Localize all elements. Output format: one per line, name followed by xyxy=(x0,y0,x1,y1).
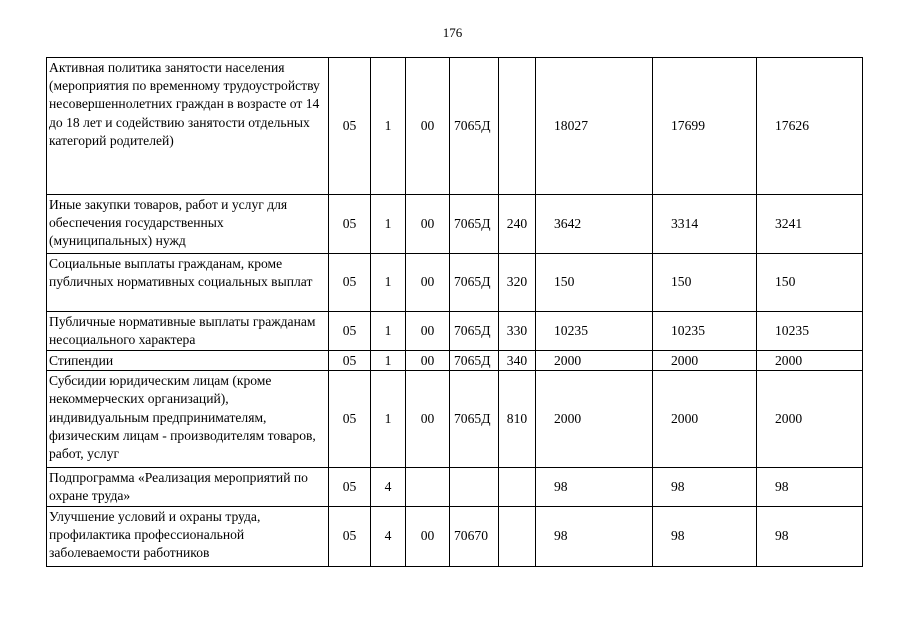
section-code: 05 xyxy=(329,468,371,506)
subsection-code: 1 xyxy=(371,371,406,468)
subsection-code: 1 xyxy=(371,312,406,351)
section-code: 05 xyxy=(329,195,371,254)
program-code: 00 xyxy=(406,371,450,468)
target-article-code: 7065Д xyxy=(450,351,499,371)
expense-type-code: 240 xyxy=(499,195,536,254)
section-code: 05 xyxy=(329,506,371,566)
program-code xyxy=(406,468,450,506)
amount-year-3: 2000 xyxy=(757,371,863,468)
expense-type-code xyxy=(499,58,536,195)
subsection-code: 1 xyxy=(371,254,406,312)
table-row xyxy=(47,58,863,195)
amount-year-3: 2000 xyxy=(757,351,863,371)
table-row xyxy=(47,468,863,506)
amount-year-1: 150 xyxy=(536,254,653,312)
program-code: 00 xyxy=(406,254,450,312)
row-name: Иные закупки товаров, работ и услуг для обеспечения государственных (муниципальных) нужд xyxy=(47,195,329,254)
target-article-code: 7065Д xyxy=(450,371,499,468)
table-row xyxy=(47,371,863,468)
amount-year-2: 10235 xyxy=(653,312,757,351)
subsection-code: 1 xyxy=(371,195,406,254)
target-article-code: 70670 xyxy=(450,506,499,566)
amount-year-3: 3241 xyxy=(757,195,863,254)
section-code: 05 xyxy=(329,312,371,351)
subsection-code: 1 xyxy=(371,351,406,371)
target-article-code: 7065Д xyxy=(450,195,499,254)
amount-year-2: 2000 xyxy=(653,351,757,371)
target-article-code: 7065Д xyxy=(450,58,499,195)
amount-year-3: 10235 xyxy=(757,312,863,351)
amount-year-1: 3642 xyxy=(536,195,653,254)
subsection-code: 4 xyxy=(371,468,406,506)
amount-year-2: 150 xyxy=(653,254,757,312)
amount-year-2: 3314 xyxy=(653,195,757,254)
row-name: Стипендии xyxy=(47,351,329,371)
amount-year-3: 98 xyxy=(757,506,863,566)
table-row xyxy=(47,254,863,312)
table-row xyxy=(47,506,863,566)
page-number: 176 xyxy=(442,25,463,40)
budget-table xyxy=(46,57,863,567)
subsection-code: 4 xyxy=(371,506,406,566)
table-row xyxy=(47,195,863,254)
row-name: Подпрограмма «Реализация мероприятий по охране труда» xyxy=(47,468,329,506)
row-name: Публичные нормативные выплаты гражданам несоциального характера xyxy=(47,312,329,351)
expense-type-code: 320 xyxy=(499,254,536,312)
table-row xyxy=(47,312,863,351)
target-article-code xyxy=(450,468,499,506)
amount-year-1: 10235 xyxy=(536,312,653,351)
target-article-code: 7065Д xyxy=(450,254,499,312)
subsection-code: 1 xyxy=(371,58,406,195)
row-name: Активная политика занятости населения (мероприятия по временному трудоустройству несовершеннолетних граждан в возрасте от 14 до 18 лет и содействию занятости отдельных категорий родителей) xyxy=(47,58,329,195)
amount-year-1: 98 xyxy=(536,506,653,566)
section-code: 05 xyxy=(329,351,371,371)
amount-year-3: 98 xyxy=(757,468,863,506)
program-code: 00 xyxy=(406,58,450,195)
section-code: 05 xyxy=(329,371,371,468)
program-code: 00 xyxy=(406,351,450,371)
amount-year-3: 150 xyxy=(757,254,863,312)
amount-year-2: 2000 xyxy=(653,371,757,468)
expense-type-code: 340 xyxy=(499,351,536,371)
amount-year-1: 2000 xyxy=(536,351,653,371)
program-code: 00 xyxy=(406,312,450,351)
row-name: Субсидии юридическим лицам (кроме некоммерческих организаций), индивидуальным предпринимателям, физическим лицам - производителям товаров, работ, услуг xyxy=(47,371,329,468)
amount-year-1: 98 xyxy=(536,468,653,506)
amount-year-1: 18027 xyxy=(536,58,653,195)
section-code: 05 xyxy=(329,58,371,195)
amount-year-2: 17699 xyxy=(653,58,757,195)
expense-type-code xyxy=(499,506,536,566)
row-name: Социальные выплаты гражданам, кроме публичных нормативных социальных выплат xyxy=(47,254,329,312)
expense-type-code: 330 xyxy=(499,312,536,351)
expense-type-code: 810 xyxy=(499,371,536,468)
row-name: Улучшение условий и охраны труда, профилактика профессиональной заболеваемости работников xyxy=(47,506,329,566)
amount-year-2: 98 xyxy=(653,506,757,566)
amount-year-2: 98 xyxy=(653,468,757,506)
amount-year-3: 17626 xyxy=(757,58,863,195)
program-code: 00 xyxy=(406,195,450,254)
expense-type-code xyxy=(499,468,536,506)
program-code: 00 xyxy=(406,506,450,566)
section-code: 05 xyxy=(329,254,371,312)
amount-year-1: 2000 xyxy=(536,371,653,468)
table-row xyxy=(47,351,863,371)
target-article-code: 7065Д xyxy=(450,312,499,351)
